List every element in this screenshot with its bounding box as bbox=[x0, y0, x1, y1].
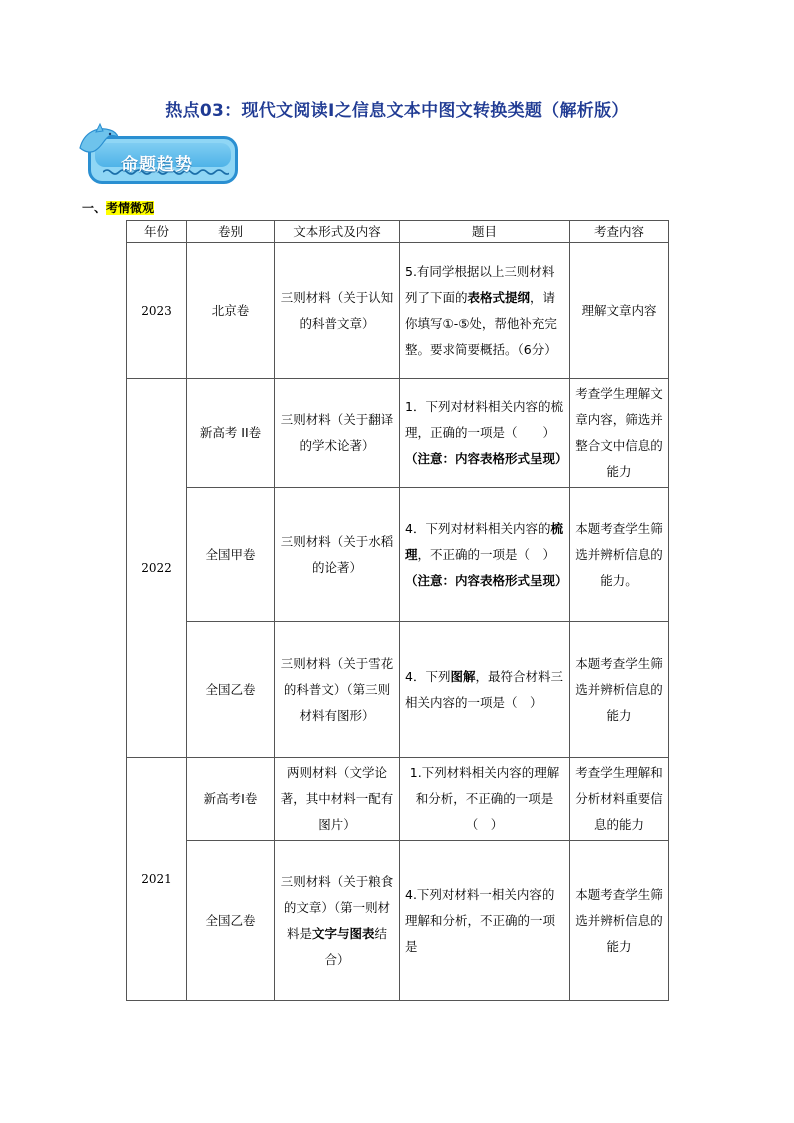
question-cell: 1.下列材料相关内容的理解和分析，不正确的一项是（ ） bbox=[400, 758, 570, 841]
question-emphasis: （注意：内容表格形式呈现） bbox=[405, 572, 568, 588]
section-label: 考情微观 bbox=[106, 201, 155, 215]
question-text: ，最符合材料三相关内容的一项是（ ） bbox=[405, 668, 563, 710]
text-form-text: 结合） bbox=[324, 925, 388, 967]
paper-cell: 全国甲卷 bbox=[187, 488, 275, 622]
paper-cell: 全国乙卷 bbox=[187, 622, 275, 758]
table-header-row bbox=[127, 221, 669, 243]
table-row bbox=[127, 379, 669, 488]
section-prefix: 一、 bbox=[82, 201, 107, 215]
text-form-cell: 三则材料（关于雪花的科普文）（第三则材料有图形） bbox=[275, 622, 400, 758]
table-row bbox=[127, 841, 669, 1001]
header-content: 考查内容 bbox=[570, 221, 669, 243]
year-cell: 2023 bbox=[127, 243, 187, 379]
table-row bbox=[127, 758, 669, 841]
content-cell: 考查学生理解和分析材料重要信息的能力 bbox=[570, 758, 669, 841]
question-text: 5.有同学根据以上三则材料列了下面的 bbox=[405, 263, 555, 305]
question-emphasis: 梳理 bbox=[405, 520, 563, 562]
topic-trend-badge bbox=[82, 128, 242, 190]
text-form-cell: 三则材料（关于翻译的学术论著） bbox=[275, 379, 400, 488]
text-form-text: 三则材料（关于粮食的文章）（第一则材料是 bbox=[280, 873, 394, 941]
page-title: 热点03：现代文阅读Ⅰ之信息文本中图文转换类题（解析版） bbox=[165, 101, 629, 121]
text-form-emphasis: 文字与图表 bbox=[311, 925, 375, 941]
badge-label: 命题趋势 bbox=[121, 155, 193, 175]
content-cell: 考查学生理解文章内容，筛选并整合文中信息的能力 bbox=[570, 379, 669, 488]
dolphin-icon bbox=[76, 122, 120, 162]
text-form-cell bbox=[275, 841, 400, 1001]
question-cell bbox=[400, 622, 570, 758]
question-text: 4．下列 bbox=[405, 668, 451, 684]
content-cell: 本题考查学生筛选并辨析信息的能力 bbox=[570, 622, 669, 758]
year-cell: 2022 bbox=[127, 379, 187, 758]
question-text: 4．下列对材料相关内容的 bbox=[405, 520, 551, 536]
question-emphasis: 表格式提纲 bbox=[467, 289, 531, 305]
header-year: 年份 bbox=[127, 221, 187, 243]
paper-cell: 北京卷 bbox=[187, 243, 275, 379]
question-cell bbox=[400, 243, 570, 379]
question-cell bbox=[400, 488, 570, 622]
question-emphasis: 图解 bbox=[450, 668, 476, 684]
exam-analysis-table bbox=[126, 220, 669, 1001]
content-cell: 理解文章内容 bbox=[570, 243, 669, 379]
text-form-cell: 三则材料（关于认知的科普文章） bbox=[275, 243, 400, 379]
header-paper: 卷别 bbox=[187, 221, 275, 243]
question-text: 1．下列对材料相关内容的梳理，正确的一项是（ ） bbox=[405, 399, 563, 440]
paper-cell: 全国乙卷 bbox=[187, 841, 275, 1001]
question-text: ，请你填写①-⑤处，帮他补充完整。要求简要概括。（6分） bbox=[405, 289, 557, 357]
header-question: 题目 bbox=[400, 221, 570, 243]
question-emphasis: （注意：内容表格形式呈现） bbox=[405, 451, 568, 466]
table-row bbox=[127, 243, 669, 379]
content-cell: 本题考查学生筛选并辨析信息的能力 bbox=[570, 841, 669, 1001]
text-form-cell: 两则材料（文学论著，其中材料一配有图片） bbox=[275, 758, 400, 841]
year-cell: 2021 bbox=[127, 758, 187, 1001]
table-row bbox=[127, 488, 669, 622]
question-cell bbox=[400, 379, 570, 488]
content-cell: 本题考查学生筛选并辨析信息的能力。 bbox=[570, 488, 669, 622]
paper-cell: 新高考 II卷 bbox=[187, 379, 275, 488]
paper-cell: 新高考Ⅰ卷 bbox=[187, 758, 275, 841]
section-heading bbox=[82, 199, 154, 216]
table-row bbox=[127, 622, 669, 758]
header-text-form: 文本形式及内容 bbox=[275, 221, 400, 243]
text-form-cell: 三则材料（关于水稻的论著） bbox=[275, 488, 400, 622]
question-cell: 4.下列对材料一相关内容的理解和分析，不正确的一项是 bbox=[400, 841, 570, 1001]
question-text: ，不正确的一项是（ ） bbox=[417, 546, 556, 562]
